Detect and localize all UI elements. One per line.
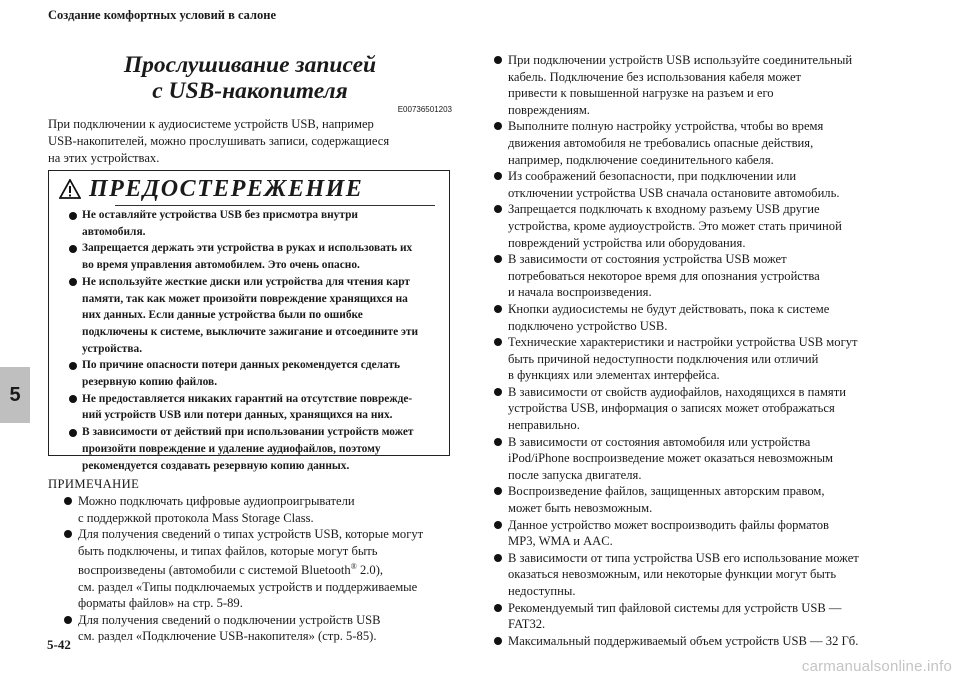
usage-line: При подключении устройств USB используйте соединительный [508,53,853,67]
chapter-tab: 5 [0,367,30,423]
note-line: форматы файлов» на стр. 5-89. [78,596,243,611]
warning-item [69,240,441,273]
usage-item [494,52,898,118]
warning-item [69,274,441,358]
warning-item [69,207,441,240]
usage-item [494,334,898,384]
usage-item [494,550,898,600]
bullet-icon [494,56,502,64]
registered-mark: ® [350,562,357,571]
usage-line: в функциях или элементах интерфейса. [508,368,720,383]
warning-line: Не предоставляется никаких гарантий на отсутствие поврежде- [82,392,413,405]
usage-item [494,118,898,168]
usage-line: привести к повышенной нагрузке на разъем и его [508,86,774,101]
note-line: Для получения сведений о типах устройств USB, которые могут [78,527,424,541]
usage-line: устройства USB, информация о записях может отображаться [508,401,835,416]
bullet-icon [494,554,502,562]
warning-line: рекомендуется создавать резервную копию данных. [82,459,350,472]
usage-line: повреждениям. [508,102,590,117]
usage-line: В зависимости от состояния автомобиля или устройства [508,434,811,449]
bullet-icon [69,212,77,220]
usage-line: Кнопки аудиосистемы не будут действовать, пока к системе [508,301,830,316]
usage-item [494,251,898,301]
warning-line: них данных. Если данные устройства были по ошибке [82,309,363,322]
bullet-icon [494,438,502,446]
usage-line: Технические характеристики и настройки устройства USB могут [508,335,858,350]
usage-item [494,434,898,484]
note-line [78,559,454,579]
section-title-line1: Прослушивание записей [123,52,377,78]
warning-line: устройства. [82,342,143,355]
warning-line: во время управления автомобилем. Это очень опасно. [82,259,360,272]
bullet-icon [69,395,77,403]
usage-item [494,201,898,251]
watermark: carmanualsonline.info [801,658,952,675]
intro-line: При подключении к аудиосистеме устройств USB, например [48,117,374,131]
section-title-line2: с USB-накопителя [152,78,348,104]
bullet-icon [494,205,502,213]
warning-line: Не оставляйте устройства USB без присмотра внутри [82,209,358,221]
usage-item [494,517,898,550]
bullet-icon [494,305,502,313]
usage-line: FAT32. [508,617,546,632]
usage-line: Рекомендуемый тип файловой системы для устройств USB — [508,600,842,615]
note-line: Для получения сведений о подключении устройств USB [78,612,381,627]
usage-item [494,384,898,434]
usage-line: В зависимости от состояния устройства USB может [508,252,787,267]
note-text: воспроизведены (автомобили с системой Bluetooth [78,563,351,578]
bullet-icon [69,429,77,437]
usage-line: потребоваться некоторое время для опознания устройства [508,268,820,283]
warning-line: ний устройств USB или потери данных, хранящихся на них. [82,409,393,422]
intro-paragraph [48,116,452,167]
bullet-icon [69,278,77,286]
note-line: быть подключены, и типах файлов, которые могут быть [78,543,378,558]
usage-line: после запуска двигателя. [508,467,642,482]
bullet-icon [494,338,502,346]
usage-item [494,168,898,201]
usage-line: кабель. Подключение без использования кабеля может [508,69,802,84]
usage-line: MP3, WMA и AAC. [508,534,613,549]
usage-line: отключении устройства USB сначала остановите автомобиль. [508,185,840,200]
usage-line: устройства, кроме аудиоустройств. Это может стать причиной [508,218,842,233]
usage-line: подключено устройство USB. [508,318,668,333]
bullet-icon [494,637,502,645]
warning-line: подключены к системе, выключите зажигание и отсоедините эти [82,325,419,338]
note-item [64,526,454,612]
usage-line: движения автомобиля не требовались опасные действия, [508,135,814,150]
note-line: см. раздел «Подключение USB-накопителя» (стр. 5-85). [78,629,377,644]
warning-line: памяти, так как может произойти повреждение хранящихся на [82,292,408,305]
warning-line: автомобиля. [82,225,146,238]
usage-line: может быть невозможным. [508,501,653,516]
usage-line: повреждений устройства или оборудования. [508,235,746,250]
usage-line: неправильно. [508,418,580,433]
usage-line: Запрещается подключать к входному разъему USB другие [508,202,820,217]
bullet-icon [494,388,502,396]
warning-item [69,357,441,390]
warning-line: В зависимости от действий при использовании устройств может [82,426,414,439]
intro-line: на этих устройствах. [48,151,160,165]
usage-line: Выполните полную настройку устройства, чтобы во время [508,119,824,134]
warning-title: ПРЕДОСТЕРЕЖЕНИЕ [89,175,364,202]
usage-line: В зависимости от типа устройства USB его использование может [508,550,859,565]
usage-item [494,633,898,650]
note-item [64,493,454,526]
bullet-icon [494,172,502,180]
bullet-icon [69,245,77,253]
bullet-icon [69,362,77,370]
usage-item [494,301,898,334]
bullet-icon [494,487,502,495]
warning-line: Запрещается держать эти устройства в руках и использовать их [82,242,413,255]
bullet-icon [64,616,72,624]
warning-line: Не используйте жесткие диски или устройства для чтения карт [82,275,411,288]
section-intro [48,52,452,167]
warning-triangle-icon [59,179,81,199]
notes-section [48,476,454,645]
warning-item [69,391,441,424]
usage-line: Из соображений безопасности, при подключении или [508,169,797,184]
note-line: см. раздел «Типы подключаемых устройств и поддерживаемые [78,579,418,594]
usage-item [494,600,898,633]
usage-line: iPod/iPhone воспроизведение может оказаться невозможным [508,451,834,466]
warning-line: произойти повреждение и удаление аудиофайлов, поэтому [82,442,381,455]
section-code: E00736501203 [397,105,452,114]
intro-line: USB-накопителей, можно прослушивать записи, содержащиеся [48,134,390,148]
bullet-icon [494,122,502,130]
page-number: 5-42 [47,637,71,652]
usage-line: Воспроизведение файлов, защищенных авторским правом, [508,484,825,499]
warning-divider [115,205,435,206]
warning-line: резервную копию файлов. [82,376,218,389]
warning-header [49,171,449,207]
note-line: с поддержкой протокола Mass Storage Class. [78,510,314,525]
usage-line: например, подключение соединительного кабеля. [508,152,774,167]
bullet-icon [494,255,502,263]
usage-line: Данное устройство может воспроизводить файлы форматов [508,517,829,532]
warning-item [69,424,441,474]
usage-line: и начала воспроизведения. [508,285,652,300]
right-column [494,52,898,649]
bullet-icon [64,497,72,505]
bullet-icon [64,530,72,538]
usage-line: оказаться невозможным, или некоторые функции могут быть [508,567,837,582]
note-item [64,612,454,645]
warning-list [49,207,449,474]
usage-list [494,52,898,649]
usage-line: недоступны. [508,584,576,598]
bullet-icon [494,521,502,529]
section-title [48,52,452,104]
notes-heading: ПРИМЕЧАНИЕ [48,477,140,491]
usage-line: Максимальный поддерживаемый объем устройств USB — 32 Гб. [508,633,859,648]
notes-list [48,493,454,645]
note-line: Можно подключать цифровые аудиопроигрыватели [78,494,355,508]
bullet-icon [494,604,502,612]
warning-box [48,170,450,472]
usage-line: быть причиной недоступности подключения или отличий [508,351,819,366]
usage-item [494,483,898,516]
running-header: Создание комфортных условий в салоне [48,8,277,22]
warning-line: По причине опасности потери данных рекомендуется сделать [82,359,401,372]
usage-line: В зависимости от свойств аудиофайлов, находящихся в памяти [508,384,846,399]
note-text: 2.0), [356,563,384,578]
